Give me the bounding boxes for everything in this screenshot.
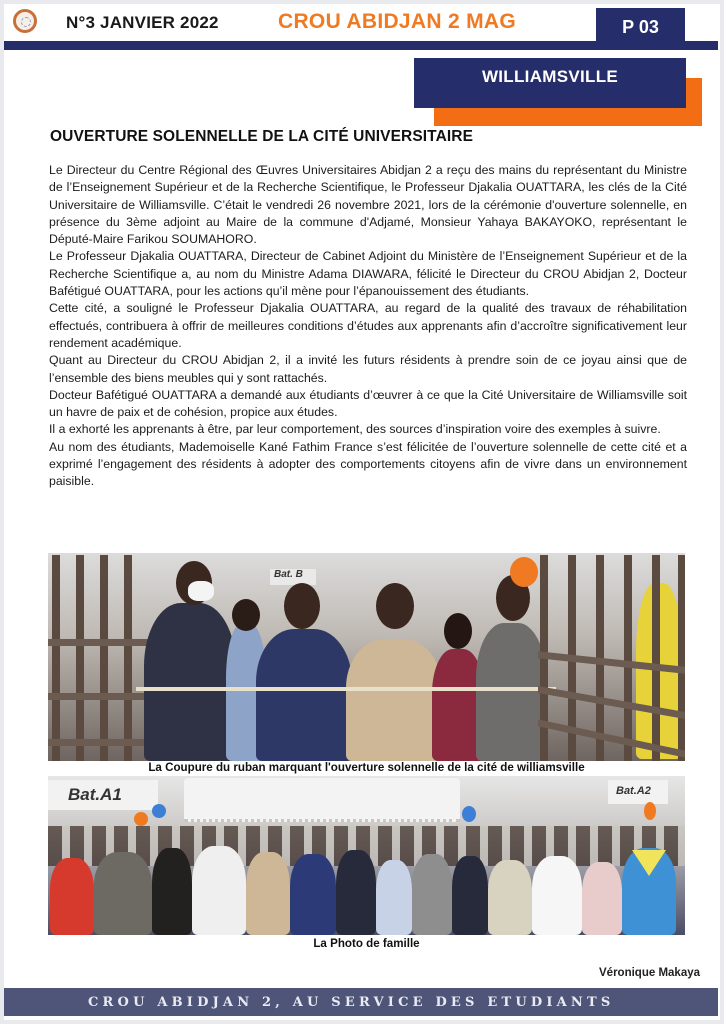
magazine-title: CROU ABIDJAN 2 MAG: [278, 10, 516, 33]
magazine-page: [4, 4, 720, 1020]
issue-number: N°3 JANVIER 2022: [66, 13, 219, 32]
article-paragraph: Cette cité, a souligné le Professeur Djakalia OUATTARA, au regard de la qualité des travaux de réhabilitation effectués, contribuera à offrir de meilleures conditions d’études aux apprenants afin d’accroître significativement leur rendement académique.: [49, 301, 687, 350]
photo-caption: La Photo de famille: [313, 937, 420, 950]
article-body: [49, 162, 687, 491]
article-paragraph: Il a exhorté les apprenants à être, par leur comportement, des sources d’inspiration voire des exemples à suivre.: [49, 422, 661, 437]
article-headline: OUVERTURE SOLENNELLE DE LA CITÉ UNIVERSITAIRE: [50, 128, 474, 145]
page-number: P 03: [596, 8, 685, 43]
building-sign-a1: Bat.A1: [48, 780, 158, 810]
article-paragraph: Le Professeur Djakalia OUATTARA, Directeur de Cabinet Adjoint du Ministère de l’Enseignement Supérieur et de la Recherche Scientifique a, au nom du Ministre Adama DIAWARA, félicité le Directeur du CROU Abidjan 2, Docteur Bafétigué OUATTARA, pour les actions qu’il mène pour l’épanouissement des étudiants.: [49, 249, 687, 299]
ribbon: [136, 687, 556, 691]
building-sign-a2: Bat.A2: [608, 780, 668, 804]
tent: [184, 778, 460, 822]
crou-logo-icon: [13, 9, 37, 33]
photo-caption: La Coupure du ruban marquant l'ouverture solennelle de la cité de williamsville: [148, 761, 585, 774]
building-sign: Bat. B: [270, 569, 316, 585]
article-paragraph: Docteur Bafétigué OUATTARA a demandé aux étudiants d’œuvrer à ce que la Cité Universitaire de Williamsville soit un havre de paix et de cohésion, propice aux études.: [49, 387, 687, 420]
article-paragraph: Quant au Directeur du CROU Abidjan 2, il a invité les futurs résidents à prendre soin de ce joyau ainsi que de l’ensemble des biens meubles qui y sont rattachés.: [49, 353, 687, 385]
family-photo: [48, 776, 685, 935]
article-author: Véronique Makaya: [599, 967, 700, 979]
article-paragraph: Au nom des étudiants, Mademoiselle Kané Fathim France s’est félicitée de l’ouverture solennelle de cette cité et a exprimé l’engagement des résidents à adopter des comportements citoyens afin de vivre dans un environnement paisible.: [49, 439, 687, 489]
header-divider: [4, 41, 718, 50]
ribbon-cutting-photo: [48, 553, 685, 761]
section-banner: WILLIAMSVILLE: [414, 58, 686, 108]
article-paragraph: Le Directeur du Centre Régional des Œuvres Universitaires Abidjan 2 a reçu des mains du représentant du Ministre de l’Enseignement Supérieur et de la Recherche Scientifique, le Professeur Djakalia OUATTARA, les clés de la Cité Universitaire de Williamsville. C’était le vendredi 26 novembre 2021, lors de la cérémonie d'ouverture solennelle, en présence du 3ème adjoint au Maire de la commune d'Adjamé, Monsieur Yahaya BAKAYOKO, représentant le Député-Maire Farikou SOUMAHORO.: [49, 163, 687, 247]
footer-slogan: CROU ABIDJAN 2, AU SERVICE DES ETUDIANTS: [4, 988, 718, 1016]
